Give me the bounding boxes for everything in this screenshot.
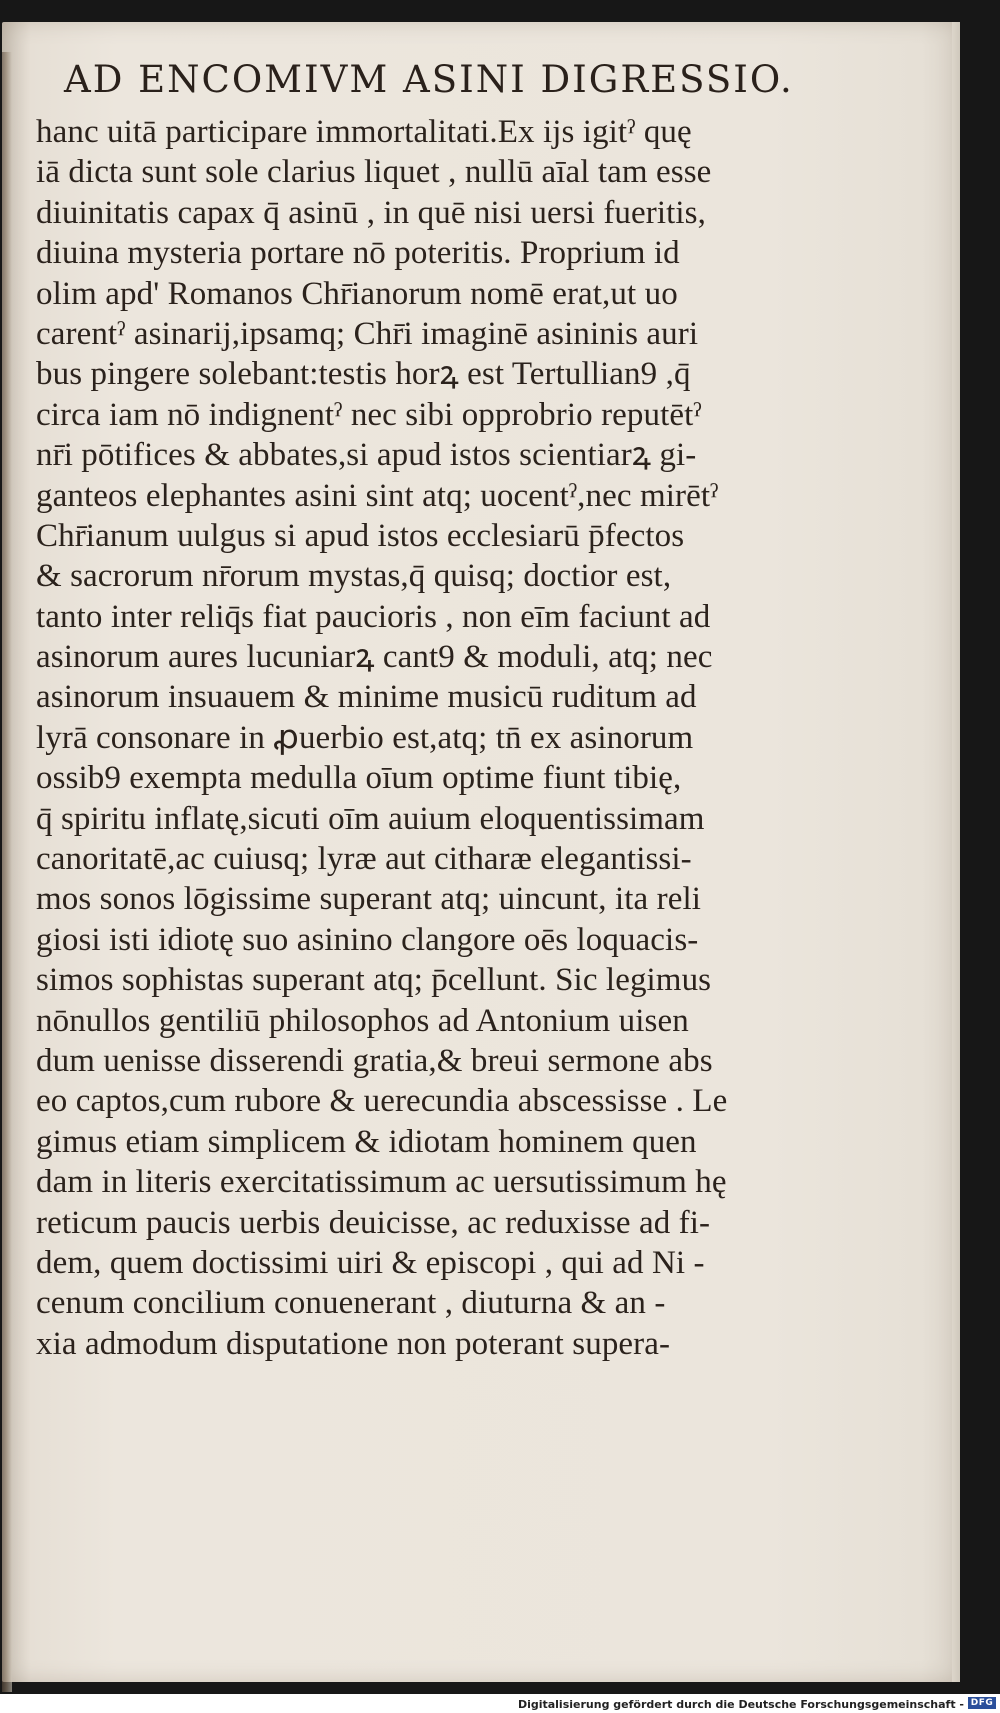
text-line: ossib9 exempta medulla oīum optime fiunt tibię,: [36, 760, 682, 797]
running-head: AD ENCOMIVM ASINI DIGRESSIO.: [64, 58, 794, 101]
text-line: hanc uitā participare immortalitati.Ex ijs igitˀ quę: [36, 114, 692, 150]
text-line: olim apd' Romanos Chr̄ianorum nomē erat,ut uo: [36, 275, 678, 312]
text-line: diuina mysteria portare nō poteritis. Proprium id: [36, 235, 680, 272]
text-line: nōnullos gentiliū philosophos ad Antonium uisen: [36, 1002, 689, 1039]
body-text: [36, 112, 776, 1364]
text-line: mos sonos lōgissime superant atq; uincunt, ita reli: [36, 881, 702, 918]
text-line: circa iam nō indignentˀ nec sibi opprobrio reputētˀ: [36, 396, 702, 433]
text-line: Chr̄ianum uulgus si apud istos ecclesiarū p̄fectos: [36, 517, 685, 554]
text-line: asinorum aures lucuniarꝝ cant9 & moduli, atq; nec: [36, 639, 713, 676]
text-line: simos sophistas superant atq; p̄cellunt. Sic legimus: [36, 962, 712, 999]
text-line: cenum concilium conuenerant , diuturna & an -: [36, 1285, 666, 1322]
text-line: dam in literis exercitatissimum ac uersutissimum hę: [36, 1164, 727, 1201]
text-line: ganteos elephantes asini sint atq; uocentˀ,nec mirētˀ: [36, 477, 719, 514]
dfg-logo: DFG: [968, 1697, 996, 1709]
text-line: reticum paucis uerbis deuicisse, ac reduxisse ad fi-: [36, 1204, 711, 1241]
text-line: nr̄i pōtifices & abbates,si apud istos scientiarꝝ gi-: [36, 437, 697, 474]
text-line: xia admodum disputatione non poterant supera-: [36, 1325, 671, 1362]
page-edge: [952, 22, 960, 1682]
text-line: lyrā consonare in ꝓuerbio est,atq; tn̄ ex asinorum: [36, 719, 694, 756]
text-line: dem, quem doctissimi uiri & episcopi , qui ad Ni -: [36, 1244, 705, 1281]
text-line: eo captos,cum rubore & uerecundia abscessisse . Le: [36, 1083, 728, 1120]
text-line: dum uenisse disserendi gratia,& breui sermone abs: [36, 1042, 713, 1079]
text-line: asinorum insuauem & minime musicū ruditum ad: [36, 679, 697, 716]
funding-credit: Digitalisierung gefördert durch die Deutsche Forschungsgemeinschaft -: [517, 1698, 964, 1711]
text-line: tanto inter reliq̄s fiat paucioris , non eīm faciunt ad: [36, 598, 711, 635]
text-line: giosi isti idiotę suo asinino clangore oēs loquacis-: [36, 921, 699, 958]
text-line: q̄ spiritu inflatę,sicuti oīm auium eloquentissimam: [36, 800, 705, 837]
binding-edge: [2, 52, 12, 1692]
text-line: gimus etiam simplicem & idiotam hominem quen: [36, 1123, 697, 1160]
text-line: bus pingere solebant:testis horꝝ est Tertullian9 ,q̄: [36, 356, 691, 393]
text-line: & sacrorum nr̄orum mystas,q̄ quisq; doctior est,: [36, 558, 672, 595]
text-line: carentˀ asinarij,ipsamq; Chr̄i imaginē asininis auri: [36, 315, 699, 352]
text-line: canoritatē,ac cuiusq; lyræ aut citharæ elegantissi-: [36, 841, 692, 878]
text-line: diuinitatis capax q̄ asinū , in quē nisi uersi fueritis,: [36, 194, 706, 231]
text-line: iā dicta sunt sole clarius liquet , nullū aīal tam esse: [36, 154, 712, 191]
